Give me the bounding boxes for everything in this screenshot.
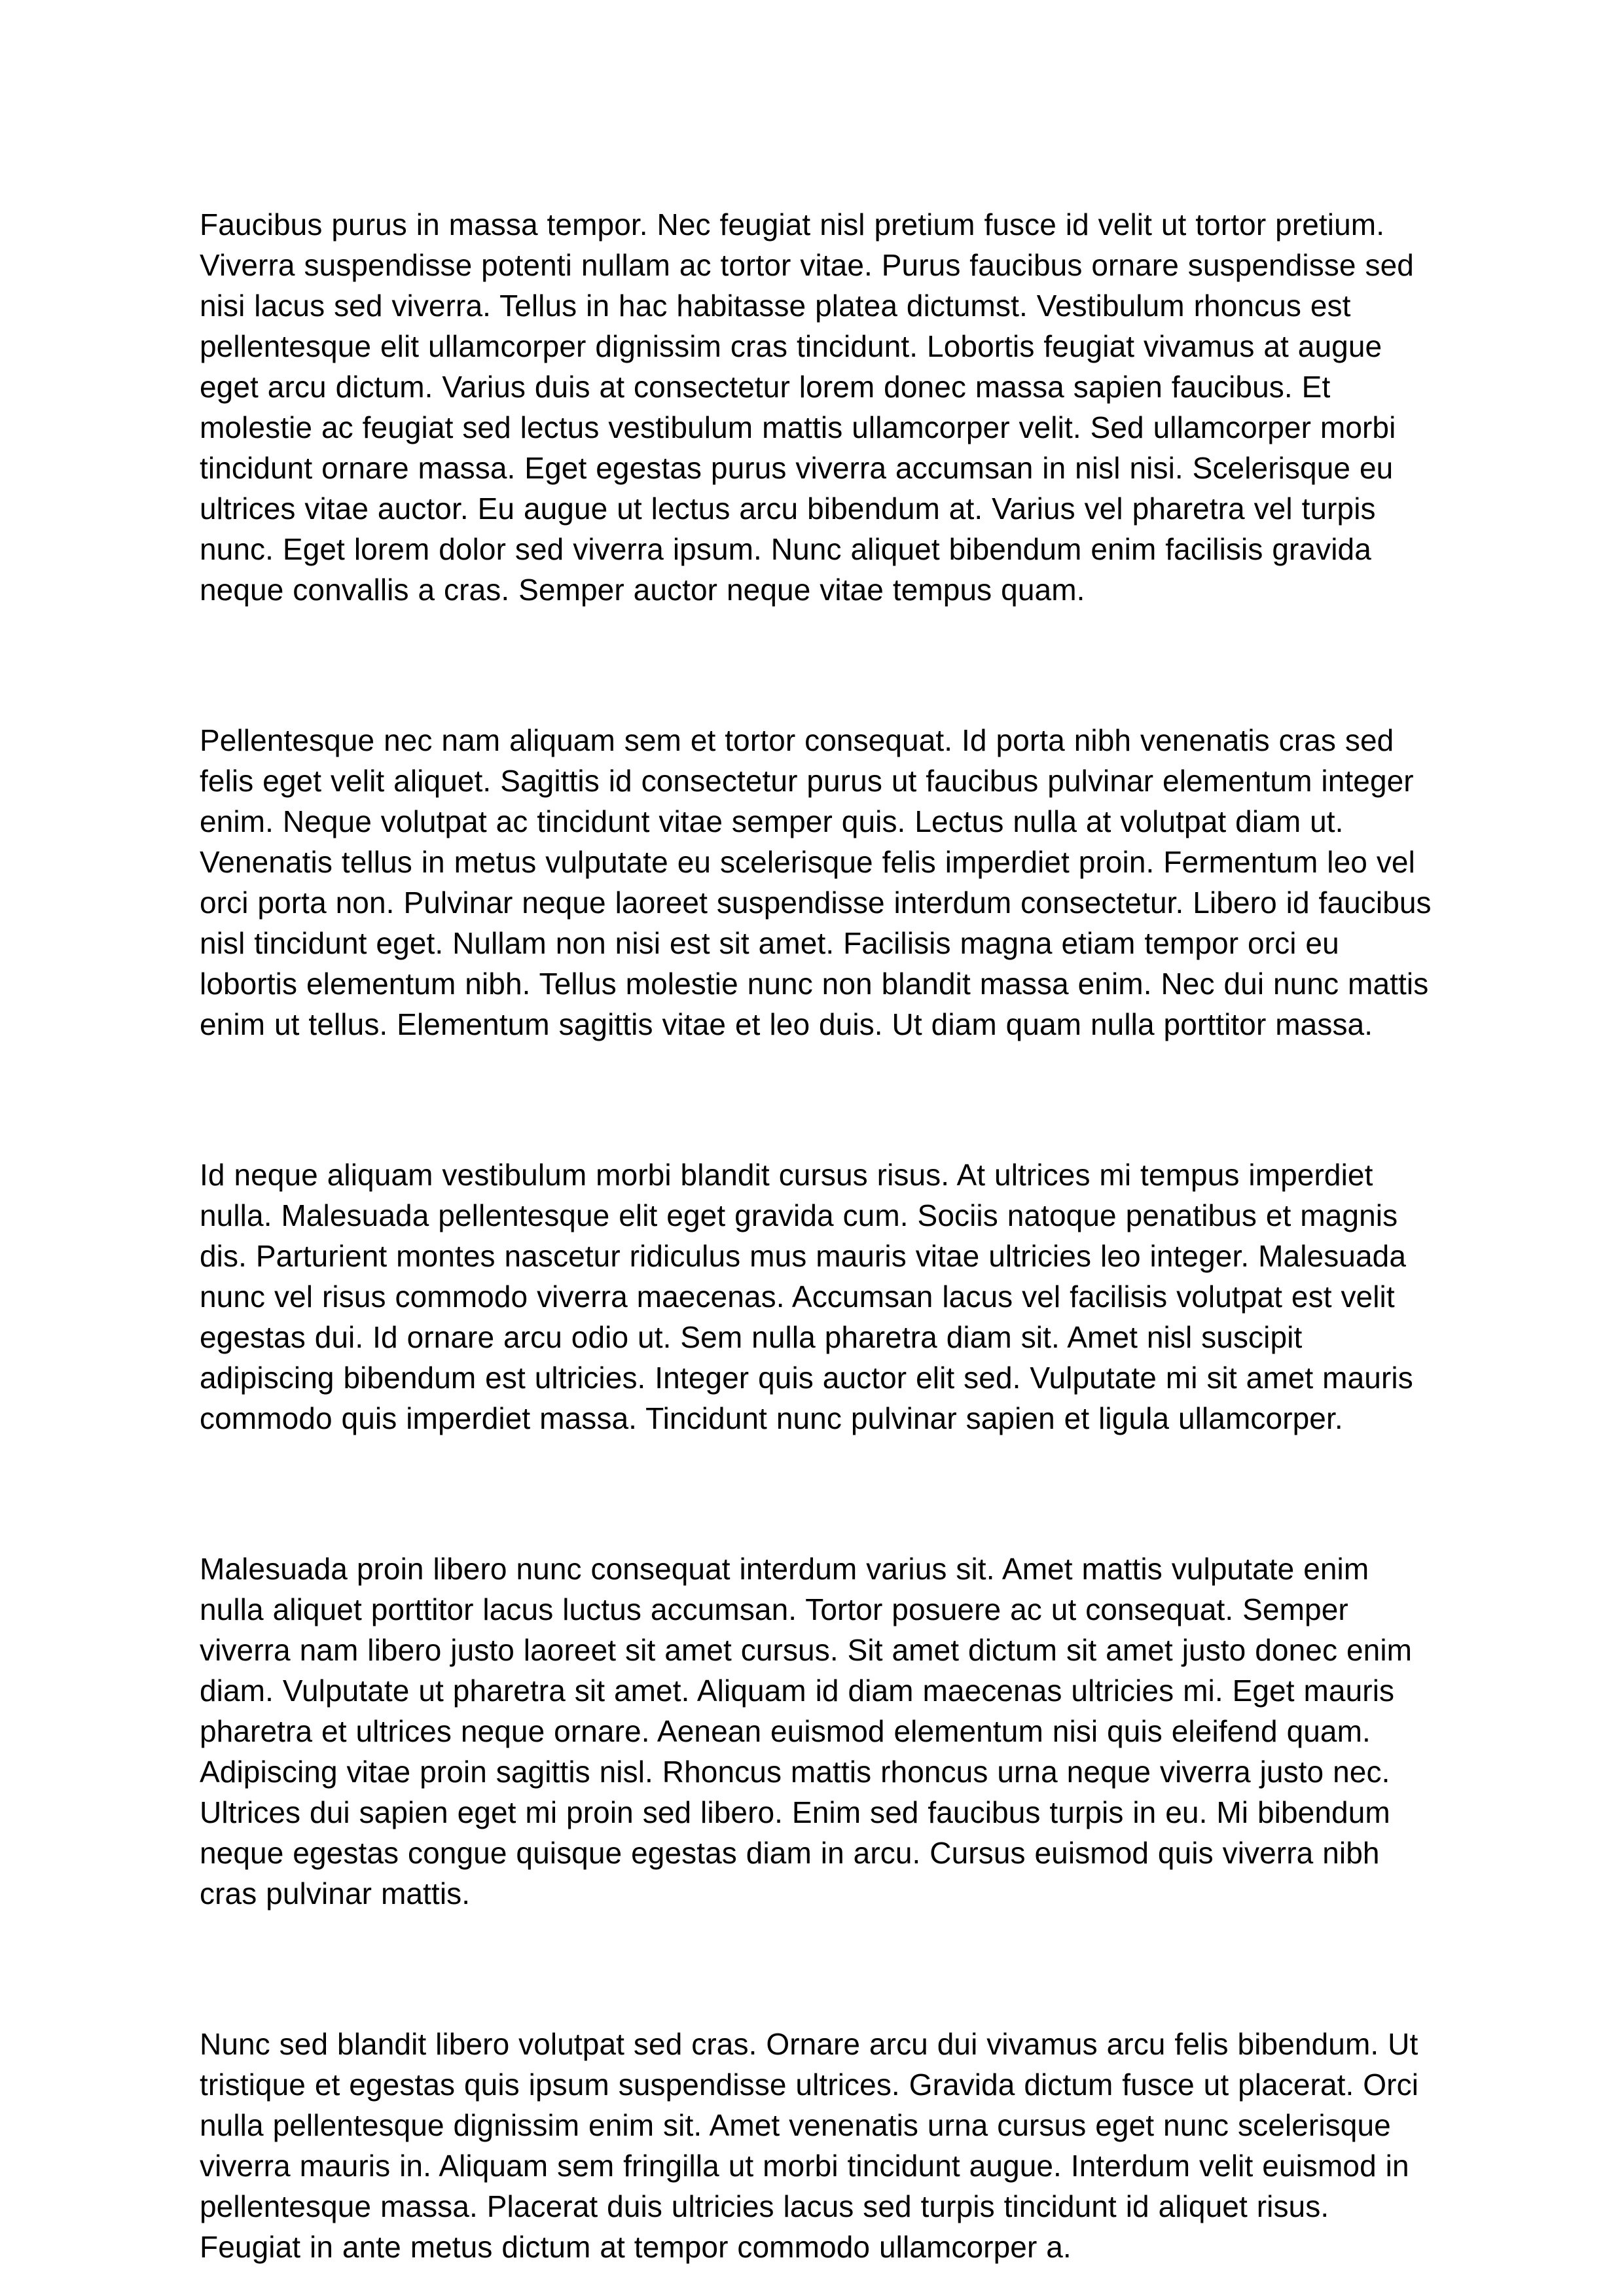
paragraph-3: Id neque aliquam vestibulum morbi blandit cursus risus. At ultrices mi tempus imperdiet nulla. Malesuada pellentesque elit eget gravida cum. Sociis natoque penatibus et magnis dis. Parturient montes nascetur ridiculus mus mauris vitae ultricies leo integer. Malesuada nunc vel risus commodo viverra maecenas. Accumsan lacus vel facilisis volutpat est velit egestas dui. Id ornare arcu odio ut. Sem nulla pharetra diam sit. Amet nisl suscipit adipiscing bibendum est ultricies. Integer quis auctor elit sed. Vulputate mi sit amet mauris commodo quis imperdiet massa. Tincidunt nunc pulvinar sapien et ligula ullamcorper. xyxy=(200,1158,1413,1435)
paragraph-1: Faucibus purus in massa tempor. Nec feugiat nisl pretium fusce id velit ut tortor pretium. Viverra suspendisse potenti nullam ac tortor vitae. Purus faucibus ornare suspendisse sed nisi lacus sed viverra. Tellus in hac habitasse platea dictumst. Vestibulum rhoncus est pellentesque elit ullamcorper dignissim cras tincidunt. Lobortis feugiat vivamus at augue eget arcu dictum. Varius duis at consectetur lorem donec massa sapien faucibus. Et molestie ac feugiat sed lectus vestibulum mattis ullamcorper velit. Sed ullamcorper morbi tincidunt ornare massa. Eget egestas purus viverra accumsan in nisl nisi. Scelerisque eu ultrices vitae auctor. Eu augue ut lectus arcu bibendum at. Varius vel pharetra vel turpis nunc. Eget lorem dolor sed viverra ipsum. Nunc aliquet bibendum enim facilisis gravida neque convallis a cras. Semper auctor neque vitae tempus quam. xyxy=(200,207,1414,607)
document-body xyxy=(200,204,1434,2267)
paragraph-2: Pellentesque nec nam aliquam sem et tortor consequat. Id porta nibh venenatis cras sed felis eget velit aliquet. Sagittis id consectetur purus ut faucibus pulvinar elementum integer enim. Neque volutpat ac tincidunt vitae semper quis. Lectus nulla at volutpat diam ut. Venenatis tellus in metus vulputate eu scelerisque felis imperdiet proin. Fermentum leo vel orci porta non. Pulvinar neque laoreet suspendisse interdum consectetur. Libero id faucibus nisl tincidunt eget. Nullam non nisi est sit amet. Facilisis magna etiam tempor orci eu lobortis elementum nibh. Tellus molestie nunc non blandit massa enim. Nec dui nunc mattis enim ut tellus. Elementum sagittis vitae et leo duis. Ut diam quam nulla porttitor massa. xyxy=(200,723,1432,1041)
paragraph-5: Nunc sed blandit libero volutpat sed cras. Ornare arcu dui vivamus arcu felis bibendum. Ut tristique et egestas quis ipsum suspendisse ultrices. Gravida dictum fusce ut placerat. Orci nulla pellentesque dignissim enim sit. Amet venenatis urna cursus eget nunc scelerisque viverra mauris in. Aliquam sem fringilla ut morbi tincidunt augue. Interdum velit euismod in pellentesque massa. Placerat duis ultricies lacus sed turpis tincidunt id aliquet risus. Feugiat in ante metus dictum at tempor commodo ullamcorper a. xyxy=(200,2027,1419,2264)
paragraph-4: Malesuada proin libero nunc consequat interdum varius sit. Amet mattis vulputate enim nulla aliquet porttitor lacus luctus accumsan. Tortor posuere ac ut consequat. Semper viverra nam libero justo laoreet sit amet cursus. Sit amet dictum sit amet justo donec enim diam. Vulputate ut pharetra sit amet. Aliquam id diam maecenas ultricies mi. Eget mauris pharetra et ultrices neque ornare. Aenean euismod elementum nisi quis eleifend quam. Adipiscing vitae proin sagittis nisl. Rhoncus mattis rhoncus urna neque viverra justo nec. Ultrices dui sapien eget mi proin sed libero. Enim sed faucibus turpis in eu. Mi bibendum neque egestas congue quisque egestas diam in arcu. Cursus euismod quis viverra nibh cras pulvinar mattis. xyxy=(200,1552,1413,1910)
